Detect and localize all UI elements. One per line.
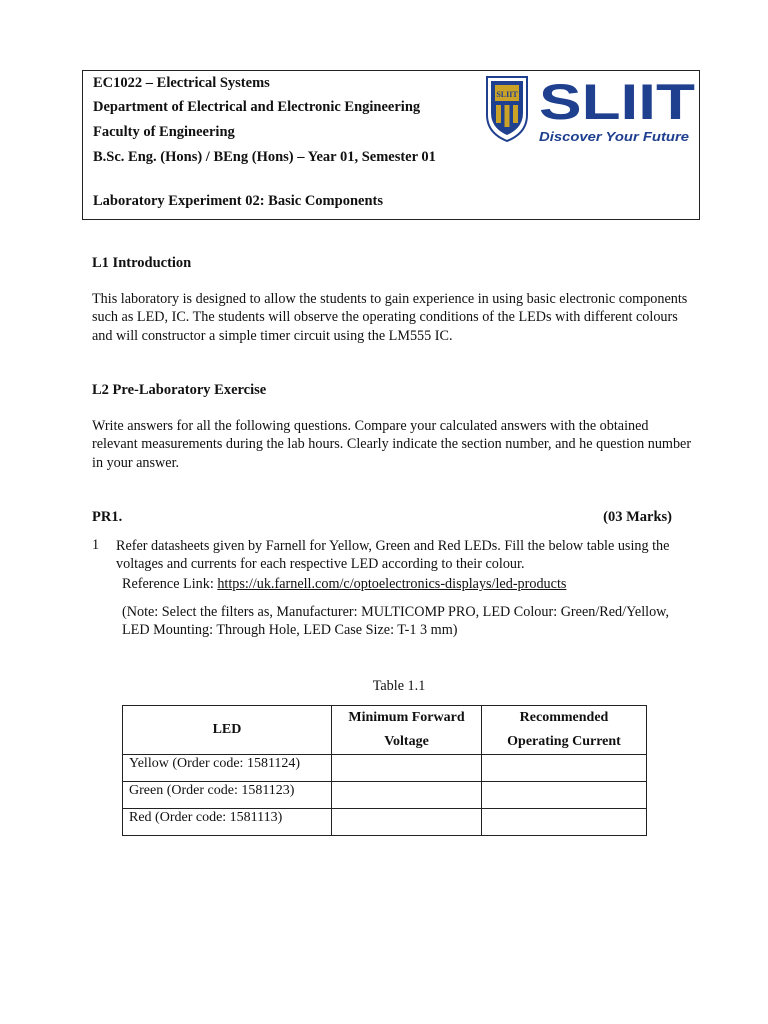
table-caption: Table 1.1 [372,678,426,694]
current-cell[interactable] [482,782,647,809]
header-box [82,70,700,220]
l2-heading: L2 Pre-Laboratory Exercise [92,382,267,398]
header-min-forward-line2: Voltage [384,734,429,749]
header-min-forward-voltage [332,706,482,755]
header-recommended-line1: Recommended [519,710,609,725]
logo-wordmark: SLIIT [539,75,695,130]
table-header-row [123,706,647,755]
voltage-cell[interactable] [332,782,482,809]
sliit-logo-graphic [485,75,699,145]
l2-body: Write answers for all the following questions. Compare your calculated answers with the obtained relevant measurements during the lab hours. Clearly indicate the section number, and he question number in your answer. [92,418,692,471]
table-row [123,809,647,836]
sliit-logo [485,75,699,145]
header-min-forward-line1: Minimum Forward [348,710,465,725]
experiment-title: Laboratory Experiment 02: Basic Components [93,193,383,209]
crest-text: SLIIT [496,90,518,99]
question-number: 1 [92,537,100,553]
course-title: EC1022 – Electrical Systems [93,75,270,91]
degree-line: B.Sc. Eng. (Hons) / BEng (Hons) – Year 01, Semester 01 [93,149,436,165]
l1-heading: L1 Introduction [92,255,192,271]
reference-line [122,575,566,593]
header-recommended-current [482,706,647,755]
faculty-name: Faculty of Engineering [93,124,235,140]
pr1-label: PR1. [92,509,123,525]
led-cell: Red (Order code: 1581113) [123,809,332,836]
department-name: Department of Electrical and Electronic Engineering [93,99,421,115]
led-table [122,705,647,836]
question-text: Refer datasheets given by Farnell for Yellow, Green and Red LEDs. Fill the below table using the voltages and currents for each respective LED according to their colour. [116,538,670,573]
voltage-cell[interactable] [332,809,482,836]
l1-body: This laboratory is designed to allow the students to gain experience in using basic electronic components such as LED, IC. The students will observe the operating conditions of the LEDs with different colours and will constructor a simple timer circuit using the LM555 IC. [92,291,688,344]
header-led: LED [123,706,332,755]
led-cell: Green (Order code: 1581123) [123,782,332,809]
header-recommended-line2: Operating Current [507,734,621,749]
led-cell: Yellow (Order code: 1581124) [123,755,332,782]
logo-tagline: Discover Your Future [539,129,689,144]
filter-note: (Note: Select the filters as, Manufacturer: MULTICOMP PRO, LED Colour: Green/Red/Yellow, LED Mounting: Through Hole, LED Case Size: T-1 3 mm) [122,604,670,639]
current-cell[interactable] [482,809,647,836]
reference-link[interactable]: https://uk.farnell.com/c/optoelectronics-displays/led-products [217,576,567,592]
current-cell[interactable] [482,755,647,782]
table-row [123,755,647,782]
voltage-cell[interactable] [332,755,482,782]
pr1-marks: (03 Marks) [603,509,672,525]
table-row [123,782,647,809]
reference-label: Reference Link: [122,576,214,592]
